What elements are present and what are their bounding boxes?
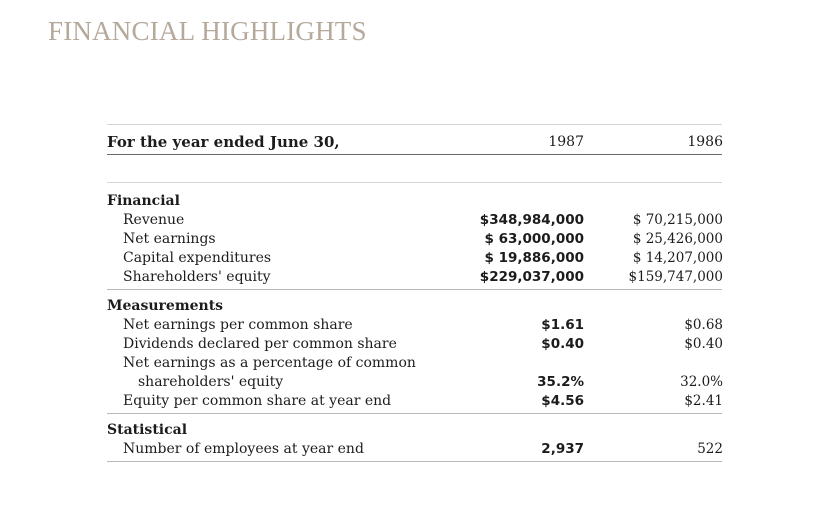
value-1987-equity-per-share: $4.56	[541, 393, 584, 409]
row-label-roe-line2: shareholders' equity	[138, 374, 284, 390]
row-label-revenue: Revenue	[123, 212, 185, 228]
value-1986-capital-expenditures: $ 14,207,000	[632, 250, 723, 266]
top-rule	[107, 124, 722, 125]
value-1987-roe: 35.2%	[537, 374, 584, 390]
row-label-net-earnings: Net earnings	[123, 231, 216, 247]
section-heading-measurements: Measurements	[107, 298, 224, 314]
value-1987-capital-expenditures: $ 19,886,000	[484, 250, 584, 266]
row-label-capital-expenditures: Capital expenditures	[123, 250, 272, 266]
value-1987-dividends: $0.40	[541, 336, 584, 352]
financial-rule	[107, 289, 722, 290]
value-1986-revenue: $ 70,215,000	[632, 212, 723, 228]
row-label-roe-line1: Net earnings as a percentage of common	[123, 355, 416, 371]
row-label-employees: Number of employees at year end	[123, 441, 364, 457]
value-1987-shareholders-equity: $229,037,000	[479, 269, 584, 285]
value-1986-eps: $0.68	[684, 317, 723, 333]
row-label-eps: Net earnings per common share	[123, 317, 353, 333]
value-1986-equity-per-share: $2.41	[684, 393, 723, 409]
section-heading-financial: Financial	[107, 193, 180, 209]
section-heading-statistical: Statistical	[107, 422, 188, 438]
column-header-1986: 1986	[687, 134, 723, 150]
bottom-rule	[107, 461, 722, 462]
page-title: FINANCIAL HIGHLIGHTS	[48, 16, 367, 46]
value-1986-roe: 32.0%	[680, 374, 723, 390]
table-header-label: For the year ended June 30,	[107, 133, 340, 151]
value-1987-eps: $1.61	[541, 317, 584, 333]
value-1987-employees: 2,937	[541, 441, 584, 457]
value-1987-net-earnings: $ 63,000,000	[484, 231, 584, 247]
section-rule	[107, 182, 722, 183]
row-label-equity-per-share: Equity per common share at year end	[123, 393, 392, 409]
column-header-1987: 1987	[548, 134, 584, 150]
value-1986-shareholders-equity: $159,747,000	[628, 269, 723, 285]
row-label-dividends: Dividends declared per common share	[123, 336, 397, 352]
row-label-shareholders-equity: Shareholders' equity	[123, 269, 271, 285]
value-1987-revenue: $348,984,000	[479, 212, 584, 228]
value-1986-dividends: $0.40	[684, 336, 723, 352]
measurements-rule	[107, 413, 722, 414]
value-1986-employees: 522	[697, 441, 723, 457]
value-1986-net-earnings: $ 25,426,000	[632, 231, 723, 247]
header-rule	[107, 154, 722, 155]
